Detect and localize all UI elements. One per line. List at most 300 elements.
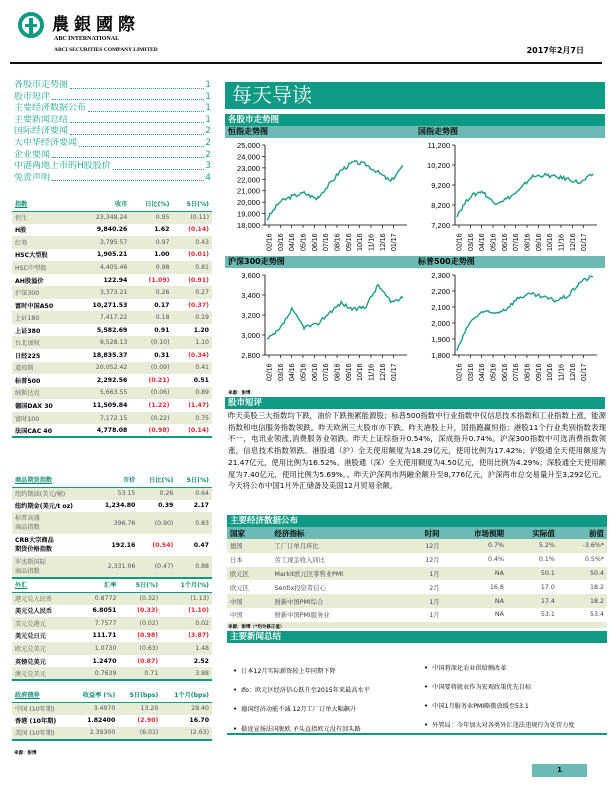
toc-leader bbox=[70, 115, 204, 124]
table-header-row bbox=[12, 473, 212, 487]
cell-value: (0.01) bbox=[172, 249, 212, 262]
cell-value: 0.26 bbox=[138, 487, 176, 500]
x-tick-label: 08/16 bbox=[524, 233, 532, 251]
cell-value: 1.82400 bbox=[70, 715, 118, 728]
bonds-table bbox=[12, 688, 212, 741]
column-header: 汇率 bbox=[75, 578, 119, 592]
x-tick-label: 01/17 bbox=[391, 363, 399, 381]
cell-value: 3.88 bbox=[161, 667, 212, 680]
news-item[interactable] bbox=[233, 686, 413, 695]
y-tick-label: 3,600 bbox=[241, 271, 260, 280]
y-tick-label: 3,200 bbox=[241, 311, 260, 320]
market-commentary: 昨天美股三大指数均下跌，油价下跌拖累能源股；标普500指数中行业指数中仅信息技术指数和工业指数上涨，能源指数和电信服务指数领跌。昨天欧洲三大股市亦下跌。昨天港股上升，国指跑赢恒指；港股11个行业类别指数表现不一，电讯业领涨,消费服务业领跌。昨天上证综指升0.54%，深成指升0.74%。沪深300指数中可选消费指数领涨，信息技术指数领跌。港股通（沪）全天使用额度为18.29亿元，使用比例为17.42%；沪股通全天使用额度为21.47亿元，使用比例为16.52%。港股通（深）全天使用额度为4.50亿元，使用比例为4.29%；深股通全天使用额度为7.40亿元，使用比例为5.69%。。昨天沪深两市两融余额升至8,776亿元，沪深两市总交易量升至3,292亿元。今天将公布中国1月外汇储备及美国12月贸易余额。 bbox=[228, 411, 606, 491]
row-label: 美元兑人民币 bbox=[12, 605, 75, 618]
econ-data-table bbox=[227, 527, 607, 628]
x-tick-label: 11/16 bbox=[558, 234, 566, 251]
cell-value: (0.98) bbox=[119, 630, 161, 643]
table-row bbox=[227, 594, 607, 608]
toc-page: 2 bbox=[205, 137, 211, 148]
toc-page: 1 bbox=[205, 80, 211, 90]
indices-table bbox=[12, 197, 212, 438]
cell-value: 4,778.08 bbox=[74, 424, 131, 437]
table-row bbox=[12, 605, 212, 618]
cell-value: 2.17 bbox=[176, 500, 212, 513]
cell-value: (2.90) bbox=[118, 715, 161, 728]
cell-value: -3.6%* bbox=[558, 539, 607, 553]
cell-value: (0.37) bbox=[172, 299, 212, 312]
table-row bbox=[12, 715, 212, 728]
y-tick-label: 25,000 bbox=[237, 141, 260, 150]
cell-value: 16.8 bbox=[489, 583, 504, 591]
cell-value: 16.70 bbox=[161, 715, 212, 728]
cell-value: (0.11) bbox=[172, 211, 212, 224]
chart-title-hscei: 国指走势图 bbox=[415, 126, 605, 138]
table-header-row bbox=[12, 197, 212, 211]
cell-value: (1.10) bbox=[161, 605, 212, 618]
charts-section-header: 各股市走势图 bbox=[225, 114, 605, 126]
toc-link[interactable] bbox=[14, 103, 211, 115]
table-row bbox=[12, 655, 212, 668]
y-tick-label: 3,000 bbox=[241, 331, 260, 340]
table-header-row bbox=[12, 578, 212, 592]
x-tick-label: 12/16 bbox=[569, 233, 577, 251]
table-row bbox=[12, 399, 212, 412]
bottom-divider bbox=[227, 733, 607, 735]
line-chart-svg bbox=[415, 269, 605, 387]
cell-value: (0.90) bbox=[138, 512, 176, 534]
x-tick-label: 01/17 bbox=[391, 233, 399, 251]
x-tick-label: 02/16 bbox=[456, 233, 464, 251]
cell-value: Markit欧元区零售业PMI bbox=[272, 567, 405, 581]
cell-value: 13.20 bbox=[118, 702, 161, 715]
y-tick-label: 2,300 bbox=[431, 271, 450, 280]
bullet-icon: • bbox=[424, 683, 429, 691]
cell-value: NA bbox=[443, 594, 507, 608]
cell-value: 0.41 bbox=[172, 362, 212, 375]
y-tick-label: 3,400 bbox=[241, 291, 260, 300]
x-tick-label: 05/16 bbox=[490, 363, 498, 381]
cell-value: 7,417.22 bbox=[74, 311, 131, 324]
cell-value: 3.4970 bbox=[70, 702, 118, 715]
toc-page: 4 bbox=[205, 172, 211, 183]
toc-leader bbox=[79, 138, 204, 147]
row-label: 香港 (10年期) bbox=[12, 715, 70, 728]
cell-value: (1.22) bbox=[130, 399, 172, 412]
cell-value: 欧元区 bbox=[227, 567, 272, 581]
column-header: 市价 bbox=[92, 473, 138, 487]
news-headline: 中国要将就业作为宏观政策优先目标 bbox=[432, 684, 532, 691]
cell-value: 1,905.21 bbox=[74, 249, 131, 262]
cell-value: 1.00 bbox=[130, 249, 172, 262]
column-header: 1个月(bps) bbox=[161, 688, 212, 702]
bonds-source: 来源：彭博 bbox=[14, 751, 37, 756]
cell-value: 11,509.84 bbox=[74, 399, 131, 412]
row-label: 欧元兑美元 bbox=[12, 642, 75, 655]
x-tick-label: 07/16 bbox=[513, 233, 521, 251]
cell-value: 1月 bbox=[405, 567, 443, 581]
table-row bbox=[12, 592, 212, 605]
x-tick-label: 07/16 bbox=[323, 233, 331, 251]
bullet-icon: • bbox=[233, 667, 238, 675]
column-header: 时间 bbox=[405, 527, 443, 539]
news-headline: 中国1月服务业PMI略微放缓至53.1 bbox=[432, 703, 529, 710]
row-label: HSC大型股 bbox=[12, 249, 74, 262]
toc-link[interactable] bbox=[14, 150, 211, 162]
column-header: 1个月(%) bbox=[161, 578, 212, 592]
table-row bbox=[12, 311, 212, 324]
row-label: 港元兑人民币 bbox=[12, 592, 75, 605]
cell-value: 50.1 bbox=[507, 567, 558, 581]
row-label: 美元兑日元 bbox=[12, 630, 75, 643]
cell-value: 0.83 bbox=[176, 512, 212, 534]
cell-value: 0.75 bbox=[172, 412, 212, 425]
table-row bbox=[12, 424, 212, 437]
x-tick-label: 01/17 bbox=[581, 233, 589, 251]
report-date: 2017年2月7日 bbox=[526, 46, 584, 55]
hscei-line-chart bbox=[415, 139, 605, 257]
table-row bbox=[12, 261, 212, 274]
y-tick-label: 21,000 bbox=[237, 186, 260, 196]
cell-value: 0.4% bbox=[487, 556, 504, 564]
toc-label: 主要经济数据公布 bbox=[14, 103, 87, 114]
toc-leader bbox=[88, 103, 204, 112]
toc-link[interactable] bbox=[14, 80, 211, 92]
cell-value: 0.7% bbox=[443, 539, 507, 553]
toc-page: 1 bbox=[205, 114, 211, 125]
row-label: 标普500 bbox=[12, 374, 74, 387]
cell-value: 3,373.21 bbox=[74, 286, 131, 299]
table-of-contents bbox=[14, 80, 211, 184]
data-line bbox=[267, 285, 403, 340]
table-row bbox=[227, 567, 607, 581]
table-row bbox=[12, 617, 212, 630]
table-row bbox=[12, 512, 212, 534]
table-row bbox=[12, 374, 212, 387]
cell-value: 6.8051 bbox=[75, 605, 119, 618]
column-header: 日比(%) bbox=[130, 197, 172, 211]
x-tick-label: 07/16 bbox=[323, 363, 331, 381]
y-tick-label: 20,000 bbox=[237, 198, 260, 208]
table-row bbox=[12, 224, 212, 237]
y-tick-label: 7,200 bbox=[431, 221, 450, 230]
column-header: 收市 bbox=[74, 197, 131, 211]
x-tick-label: 02/16 bbox=[456, 363, 464, 381]
x-tick-label: 05/16 bbox=[300, 363, 308, 381]
cell-value: 0.51 bbox=[172, 374, 212, 387]
row-label: 富时100 bbox=[12, 412, 74, 425]
row-label: 纽约期金(美元/t oz) bbox=[12, 500, 92, 513]
cell-value: (0.33) bbox=[119, 605, 161, 618]
row-label: 纳斯达克 bbox=[12, 387, 74, 400]
cell-value: (1.13) bbox=[161, 592, 212, 605]
cell-value: 0.18 bbox=[130, 311, 172, 324]
y-tick-label: 19,000 bbox=[237, 209, 260, 219]
bullet-icon: • bbox=[233, 725, 238, 733]
table-row bbox=[12, 702, 212, 715]
cell-value: (0.02) bbox=[119, 617, 161, 630]
cell-value: (0.54) bbox=[138, 534, 176, 556]
header-divider bbox=[10, 62, 602, 64]
column-header: 5日(%) bbox=[119, 578, 161, 592]
cell-value: 53.15 bbox=[92, 487, 138, 500]
row-label: 法国CAC 40 bbox=[12, 424, 74, 437]
cell-value: (0.21) bbox=[130, 374, 172, 387]
row-label: 德国DAX 30 bbox=[12, 399, 74, 412]
row-label: 美国 (10年期) bbox=[12, 727, 70, 740]
line-chart-svg bbox=[225, 139, 415, 257]
page-number: 1 bbox=[532, 764, 587, 777]
x-tick-label: 11/16 bbox=[368, 364, 376, 381]
toc-leader bbox=[70, 126, 204, 135]
cell-value: 5,663.55 bbox=[74, 387, 131, 400]
row-label: 上证180 bbox=[12, 311, 74, 324]
cell-value: 12月 bbox=[405, 539, 443, 553]
cell-value: 0.43 bbox=[172, 236, 212, 249]
news-item[interactable] bbox=[424, 683, 604, 692]
cell-value: (0.34) bbox=[172, 349, 212, 362]
column-header: 5日(bps) bbox=[118, 688, 161, 702]
cell-value: 111.71 bbox=[75, 630, 119, 643]
table-row bbox=[12, 362, 212, 375]
row-label: 美元兑港元 bbox=[12, 617, 75, 630]
cell-value: (0.32) bbox=[119, 592, 161, 605]
toc-page: 2 bbox=[205, 126, 211, 137]
toc-link[interactable] bbox=[14, 161, 211, 173]
column-header: 实际值 bbox=[507, 527, 558, 539]
cell-value: 1.10 bbox=[172, 336, 212, 349]
x-tick-label: 04/16 bbox=[289, 363, 297, 381]
cell-value: 7.7577 bbox=[75, 617, 119, 630]
x-tick-label: 07/16 bbox=[513, 363, 521, 381]
row-label: 罗杰斯国际 商品指数 bbox=[12, 556, 92, 578]
cell-value: 12月 bbox=[425, 557, 440, 565]
table-row bbox=[12, 324, 212, 337]
cell-value: 0.97 bbox=[130, 236, 172, 249]
csi300-line-chart bbox=[225, 269, 415, 387]
column-header: 日比(%) bbox=[138, 473, 176, 487]
cell-value: 0.47 bbox=[176, 534, 212, 556]
x-tick-label: 10/16 bbox=[547, 233, 555, 251]
toc-link[interactable] bbox=[14, 126, 211, 138]
cell-value: 18.2 bbox=[589, 583, 604, 591]
x-tick-label: 04/16 bbox=[479, 363, 487, 381]
toc-link[interactable] bbox=[14, 173, 211, 185]
x-tick-label: 10/16 bbox=[547, 363, 555, 381]
toc-page: 1 bbox=[205, 103, 211, 114]
x-tick-label: 12/16 bbox=[569, 363, 577, 381]
toc-link[interactable] bbox=[14, 115, 211, 127]
cell-value: 28.40 bbox=[161, 702, 212, 715]
cell-value: 1.0730 bbox=[75, 642, 119, 655]
cell-value: 0.8772 bbox=[75, 592, 119, 605]
y-tick-label: 1,800 bbox=[431, 351, 450, 360]
table-row bbox=[12, 274, 212, 287]
cell-value: 1.2470 bbox=[75, 655, 119, 668]
cell-value: (0.91) bbox=[172, 274, 212, 287]
column-header: 商品期货指数 bbox=[12, 473, 92, 487]
bullet-icon: • bbox=[424, 702, 429, 710]
brand-company-name: ABCI SECURITIES COMPANY LIMITED bbox=[54, 47, 158, 53]
cell-value: 3,795.57 bbox=[74, 236, 131, 249]
news-headline: 日本12月实际薪资较上年同期下降 bbox=[241, 668, 336, 675]
table-row bbox=[12, 412, 212, 425]
cell-value: 53.4 bbox=[589, 611, 604, 619]
cell-value: 17.0 bbox=[540, 583, 555, 591]
cell-value: (0.14) bbox=[172, 224, 212, 237]
row-label: 恒生 bbox=[12, 211, 74, 224]
y-tick-label: 11,200 bbox=[427, 141, 450, 150]
toc-label: 中港两地上市的H股股价 bbox=[14, 161, 111, 172]
row-label: CRB大宗商品 期货价格指数 bbox=[12, 534, 92, 556]
table-row bbox=[12, 556, 212, 578]
cell-value: 122.94 bbox=[74, 274, 131, 287]
x-tick-label: 03/16 bbox=[467, 233, 475, 251]
bullet-icon: • bbox=[424, 721, 429, 729]
column-header: 经济指标 bbox=[272, 527, 405, 539]
column-header: 5日(%) bbox=[172, 197, 212, 211]
toc-page: 3 bbox=[205, 161, 211, 172]
cell-value: 18.2 bbox=[558, 594, 607, 608]
column-header: 政府债券 bbox=[12, 688, 70, 702]
cell-value: (0.63) bbox=[119, 642, 161, 655]
cell-value: (0.09) bbox=[130, 362, 172, 375]
toc-leader bbox=[52, 92, 204, 101]
toc-label: 国际经济要闻 bbox=[14, 126, 69, 137]
x-tick-label: 03/16 bbox=[467, 363, 475, 381]
brand-name-cn: 農銀國際 bbox=[52, 15, 140, 35]
cell-value: 2.52 bbox=[161, 655, 212, 668]
cell-value: 0.19 bbox=[172, 311, 212, 324]
cell-value: 0.81 bbox=[172, 261, 212, 274]
column-header: 5日(%) bbox=[176, 473, 212, 487]
cell-value: 中国 bbox=[227, 594, 272, 608]
y-tick-label: 2,800 bbox=[241, 351, 260, 360]
cell-value: 17.4 bbox=[507, 594, 558, 608]
row-label: 台北加权 bbox=[12, 336, 74, 349]
cell-value: (1.47) bbox=[172, 399, 212, 412]
cell-value: 0.91 bbox=[130, 324, 172, 337]
chart-title-csi300: 沪深300走势图 bbox=[225, 256, 415, 268]
bullet-icon: • bbox=[233, 686, 238, 694]
toc-page: 2 bbox=[205, 149, 211, 160]
cell-value: (0.06) bbox=[130, 387, 172, 400]
cell-value: 0.98 bbox=[130, 261, 172, 274]
x-tick-label: 10/16 bbox=[357, 363, 365, 381]
x-tick-label: 06/16 bbox=[501, 363, 509, 381]
cell-value: NA bbox=[494, 611, 504, 619]
y-tick-label: 23,000 bbox=[237, 163, 260, 173]
toc-leader bbox=[70, 80, 204, 89]
cell-value: 9,840.26 bbox=[74, 224, 131, 237]
row-label: 纽约期油(美元/桶) bbox=[12, 487, 92, 500]
x-tick-label: 08/16 bbox=[334, 363, 342, 381]
cell-value: 2,292.56 bbox=[74, 374, 131, 387]
cell-value: 1.62 bbox=[130, 224, 172, 237]
cell-value: 1.48 bbox=[161, 642, 212, 655]
cell-value: 日本 bbox=[230, 557, 243, 565]
toc-link[interactable] bbox=[14, 92, 211, 104]
bullet-icon: • bbox=[233, 705, 238, 713]
y-tick-label: 18,000 bbox=[237, 221, 260, 230]
news-item[interactable] bbox=[424, 664, 604, 673]
toc-label: 股市短评 bbox=[14, 91, 51, 102]
y-tick-label: 9,200 bbox=[431, 181, 450, 190]
table-row bbox=[12, 299, 212, 312]
column-header: 国家 bbox=[227, 527, 272, 539]
econ-source: 来源：彭博（*均为修正值） bbox=[228, 625, 285, 630]
y-tick-label: 2,000 bbox=[431, 319, 450, 328]
cell-value: 0.89 bbox=[172, 387, 212, 400]
cell-value: 10,271.53 bbox=[74, 299, 131, 312]
news-headline: Ifo：欧元区经济信心跃升至2015年来最高水平 bbox=[241, 687, 370, 694]
news-headline: 中国将深化农业供给侧改革 bbox=[432, 665, 507, 672]
cell-value: 0.02 bbox=[161, 617, 212, 630]
news-headline: 德国经济动能不减 12月工厂订单大幅飙升 bbox=[241, 706, 357, 713]
cell-value: 5.2% bbox=[507, 539, 558, 553]
cell-value: 4,405.46 bbox=[74, 261, 131, 274]
cell-value: 7,172.15 bbox=[74, 412, 131, 425]
news-item[interactable] bbox=[233, 667, 413, 676]
x-tick-label: 03/16 bbox=[277, 363, 285, 381]
cell-value: 财新中国PMI综合 bbox=[272, 594, 405, 608]
cell-value: (3.87) bbox=[161, 630, 212, 643]
data-line bbox=[457, 174, 593, 218]
y-tick-label: 1,900 bbox=[431, 335, 450, 344]
cell-value: 9,528.13 bbox=[74, 336, 131, 349]
x-tick-label: 06/16 bbox=[311, 233, 319, 251]
cell-value: 1月 bbox=[429, 612, 440, 620]
cell-value: (0.22) bbox=[130, 412, 172, 425]
toc-link[interactable] bbox=[14, 138, 211, 150]
cell-value: 18,835.37 bbox=[74, 349, 131, 362]
x-tick-label: 09/16 bbox=[345, 363, 353, 381]
line-chart-svg bbox=[415, 139, 605, 257]
y-tick-label: 10,200 bbox=[427, 161, 450, 170]
column-header: 外汇 bbox=[12, 578, 75, 592]
table-row bbox=[12, 630, 212, 643]
table-row bbox=[12, 500, 212, 513]
abc-logo-icon bbox=[18, 12, 44, 38]
table-row bbox=[12, 487, 212, 500]
fx-table bbox=[12, 578, 212, 681]
x-tick-label: 12/16 bbox=[379, 233, 387, 251]
x-tick-label: 06/16 bbox=[311, 363, 319, 381]
news-item[interactable] bbox=[424, 702, 604, 711]
toc-leader bbox=[52, 150, 204, 159]
table-row bbox=[12, 727, 212, 740]
table-header-row bbox=[227, 527, 607, 539]
cell-value: 23,348.24 bbox=[74, 211, 131, 224]
cell-value: 2月 bbox=[429, 584, 440, 592]
news-section-header: 主要新闻总结 bbox=[227, 631, 607, 643]
table-row bbox=[12, 667, 212, 680]
news-item[interactable] bbox=[424, 721, 604, 730]
cell-value: (0.14) bbox=[172, 424, 212, 437]
toc-leader bbox=[113, 161, 204, 170]
cell-value: 0.31 bbox=[130, 349, 172, 362]
toc-label: 各股市走势图 bbox=[14, 80, 69, 90]
cell-value: (1.09) bbox=[130, 274, 172, 287]
x-tick-label: 03/16 bbox=[277, 233, 285, 251]
cell-value: 工厂订单月环比 bbox=[272, 539, 405, 553]
cell-value: 德国 bbox=[227, 539, 272, 553]
news-item[interactable] bbox=[233, 705, 413, 714]
news-headline: 外管局：今年加大对各类外汇违法违规行为处罚力度 bbox=[432, 722, 575, 729]
x-tick-label: 02/16 bbox=[266, 233, 274, 251]
x-tick-label: 09/16 bbox=[535, 363, 543, 381]
cell-value: 0.95 bbox=[130, 211, 172, 224]
table-row bbox=[12, 349, 212, 362]
